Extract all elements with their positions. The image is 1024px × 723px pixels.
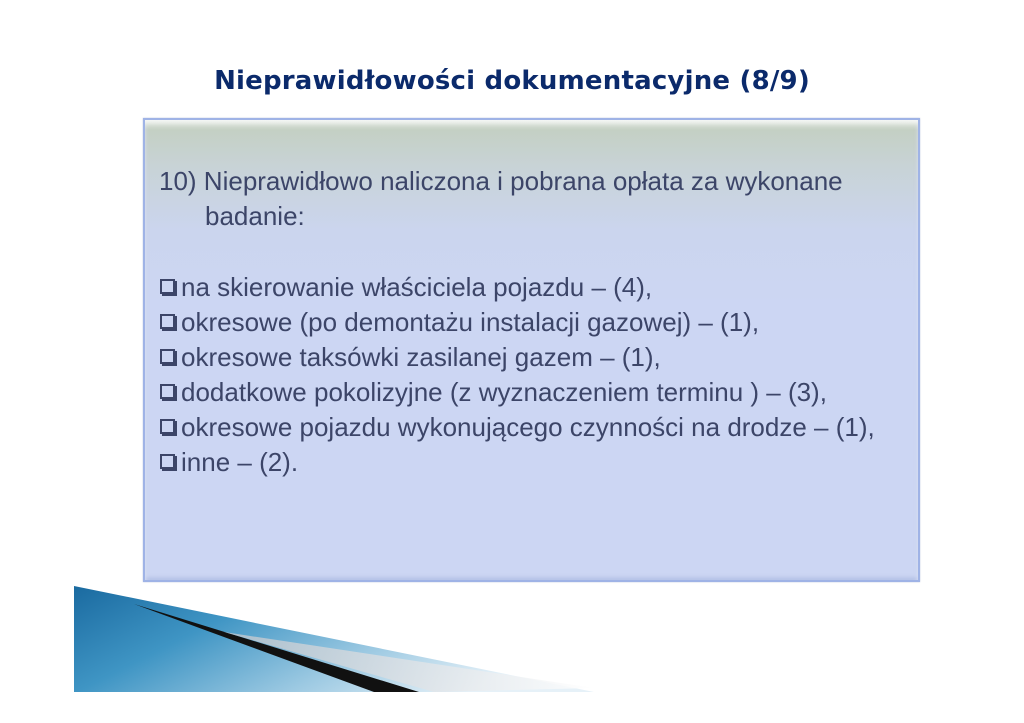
list-item-text: okresowe pojazdu wykonującego czynności na drodze – (1), — [181, 412, 875, 442]
corner-swoosh-decoration — [74, 586, 594, 692]
list-item — [159, 305, 909, 340]
list-item-text: dodatkowe pokolizyjne (z wyznaczeniem terminu ) – (3), — [181, 377, 827, 407]
point-heading: 10) Nieprawidłowo naliczona i pobrana opłata za wykonane badanie: — [159, 166, 843, 231]
slide-title: Nieprawidłowości dokumentacyjne (8/9) — [214, 66, 810, 96]
list-item-text: okresowe taksówki zasilanej gazem – (1), — [181, 342, 661, 372]
list-item-text: okresowe (po demontażu instalacji gazowej) – (1), — [181, 307, 760, 337]
checkbox-bullet-icon — [160, 279, 175, 294]
list-item-text: inne – (2). — [181, 447, 299, 477]
list-item-text: na skierowanie właściciela pojazdu – (4), — [181, 272, 653, 302]
list-item — [159, 410, 909, 445]
checkbox-bullet-icon — [160, 384, 175, 399]
spacer — [159, 234, 909, 270]
list-item — [159, 445, 909, 480]
body-text — [159, 164, 909, 480]
checkbox-bullet-icon — [160, 314, 175, 329]
checkbox-bullet-icon — [160, 454, 175, 469]
content-box — [143, 118, 920, 582]
list-item — [159, 375, 909, 410]
checkbox-bullet-icon — [160, 349, 175, 364]
list-item — [159, 340, 909, 375]
checkbox-bullet-icon — [160, 419, 175, 434]
list-item — [159, 270, 909, 305]
